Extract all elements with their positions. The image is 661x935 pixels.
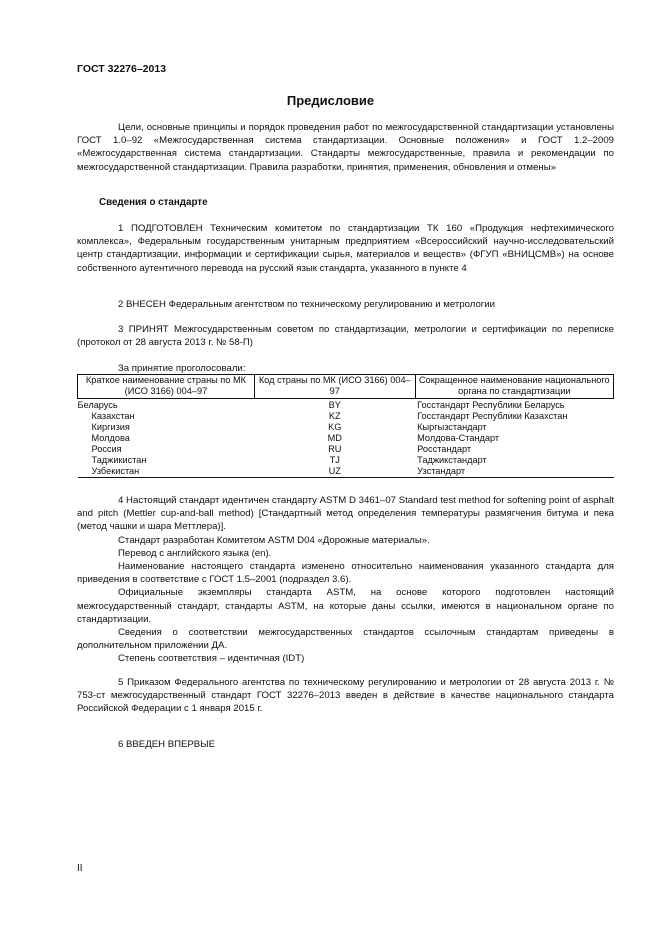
item-2-text: 2 ВНЕСЕН Федеральным агентством по техническому регулированию и метрологии	[118, 299, 496, 310]
copies-text: Официальные экземпляры стандарта ASTM, на основе которого подготовлен настоящий межгосударственный стандарт, стандарты ASTM, на которые даны ссылки, имеются в национальном органе по стандартизации.	[77, 587, 614, 625]
voting-table	[77, 374, 614, 478]
org-cell: Госстандарт Республики Казахстан	[417, 411, 568, 421]
item-4-text: 4 Настоящий стандарт идентичен стандарту ASTM D 3461–07 Standard test method for softening point of asphalt and pitch (Mettler cup-and-ball method) [Стандартный метод определения температуры размягчения битума и пека (метод чашки и шара Меттлера)].	[77, 495, 614, 533]
country-cell: Беларусь	[77, 400, 118, 410]
translation-text: Перевод с английского языка (en).	[118, 547, 272, 559]
table-header-row	[78, 375, 614, 399]
intro-paragraph	[77, 121, 614, 174]
org-cell: Росстандарт	[417, 444, 472, 454]
item-2	[77, 298, 614, 311]
code-cell: UZ	[254, 466, 415, 478]
table-row	[78, 422, 614, 433]
item-4	[77, 494, 614, 666]
col-header-code: Код страны по МК (ИСО 3166) 004–97	[254, 375, 415, 399]
page-number: II	[77, 863, 83, 874]
item-3	[77, 323, 614, 349]
item-1	[77, 222, 614, 275]
country-cell: Узбекистан	[78, 466, 255, 478]
degree-text: Степень соответствия – идентичная (IDT)	[118, 653, 305, 665]
developed-text: Стандарт разработан Комитетом ASTM D04 «Дорожные материалы».	[118, 534, 430, 546]
code-cell: KG	[328, 422, 342, 432]
table-row	[78, 466, 614, 478]
code-cell: BY	[328, 400, 341, 410]
org-cell: Госстандарт Республики Беларусь	[417, 400, 565, 410]
table-row	[78, 455, 614, 466]
table-row	[78, 399, 614, 412]
org-cell: Узстандарт	[415, 466, 613, 478]
item-1-text: 1 ПОДГОТОВЛЕН Техническим комитетом по стандартизации ТК 160 «Продукция нефтехимического комплекса», Федеральным государственным унитарным предприятием «Всероссийский научно-исследовательский центр стандартизации, информации и сертификации сырья, материалов и веществ» (ФГУП «ВНИЦСМВ») на основе собственного аутентичного перевода на русский язык стандарта, указанного в пункте 4	[77, 223, 614, 274]
table-row	[78, 444, 614, 455]
subheading-text: Сведения о стандарте	[99, 197, 208, 208]
code-cell: KZ	[328, 411, 341, 421]
code-cell: MD	[327, 433, 342, 443]
name-change-text: Наименование настоящего стандарта изменено относительно наименования указанного стандарта для приведения в соответствие с ГОСТ 1.5–2001 (подраздел 3.6).	[77, 561, 614, 586]
org-cell: Кыргызстандарт	[417, 422, 487, 432]
code-cell: TJ	[329, 455, 340, 465]
item-3-text: 3 ПРИНЯТ Межгосударственным советом по стандартизации, метрологии и сертификации по переписке (протокол от 28 августа 2013 г. № 58-П)	[77, 324, 614, 349]
code-cell: RU	[328, 444, 342, 454]
item-5-text: 5 Приказом Федерального агентства по техническому регулированию и метрологии от 28 августа 2013 г. № 753-ст межгосударственный стандарт ГОСТ 32276–2013 введен в действие в качестве национального стандарта Российской Федерации с 1 января 2015 г.	[77, 677, 614, 715]
conformity-info-text: Сведения о соответствии межгосударственных стандартов ссылочным стандартам приведены в дополнительном приложении ДА.	[77, 627, 614, 652]
table-row	[78, 433, 614, 444]
item-5	[77, 676, 614, 716]
col-header-country: Краткое наименование страны по МК (ИСО 3166) 004–97	[78, 375, 255, 399]
org-cell: Молдова-Стандарт	[417, 433, 500, 443]
document-id-header: ГОСТ 32276–2013	[77, 63, 167, 75]
org-cell: Таджикстандарт	[417, 455, 487, 465]
country-cell: Казахстан	[91, 411, 135, 421]
intro-text: Цели, основные принципы и порядок проведения работ по межгосударственной стандартизации установлены ГОСТ 1.0–92 «Межгосударственная система стандартизации. Основные положения» и ГОСТ 1.2–2009 «Межгосударственная система стандартизации. Стандарты межгосударственные, правила и рекомендации по межгосударственной стандартизации. Правила разработки, принятия, применения, обновления и отмены»	[77, 122, 614, 173]
country-cell: Россия	[91, 444, 122, 454]
country-cell: Молдова	[91, 433, 130, 443]
item-6-text: 6 ВВЕДЕН ВПЕРВЫЕ	[118, 739, 216, 750]
table-row	[78, 411, 614, 422]
subheading	[99, 196, 499, 209]
page-title: Предисловие	[286, 93, 375, 108]
col-header-org: Сокращенное наименование национального органа по стандартизации	[415, 375, 613, 399]
vote-intro-text: За принятие проголосовали:	[118, 363, 246, 374]
country-cell: Киргизия	[91, 422, 130, 432]
item-6	[77, 738, 614, 751]
country-cell: Таджикистан	[91, 455, 147, 465]
